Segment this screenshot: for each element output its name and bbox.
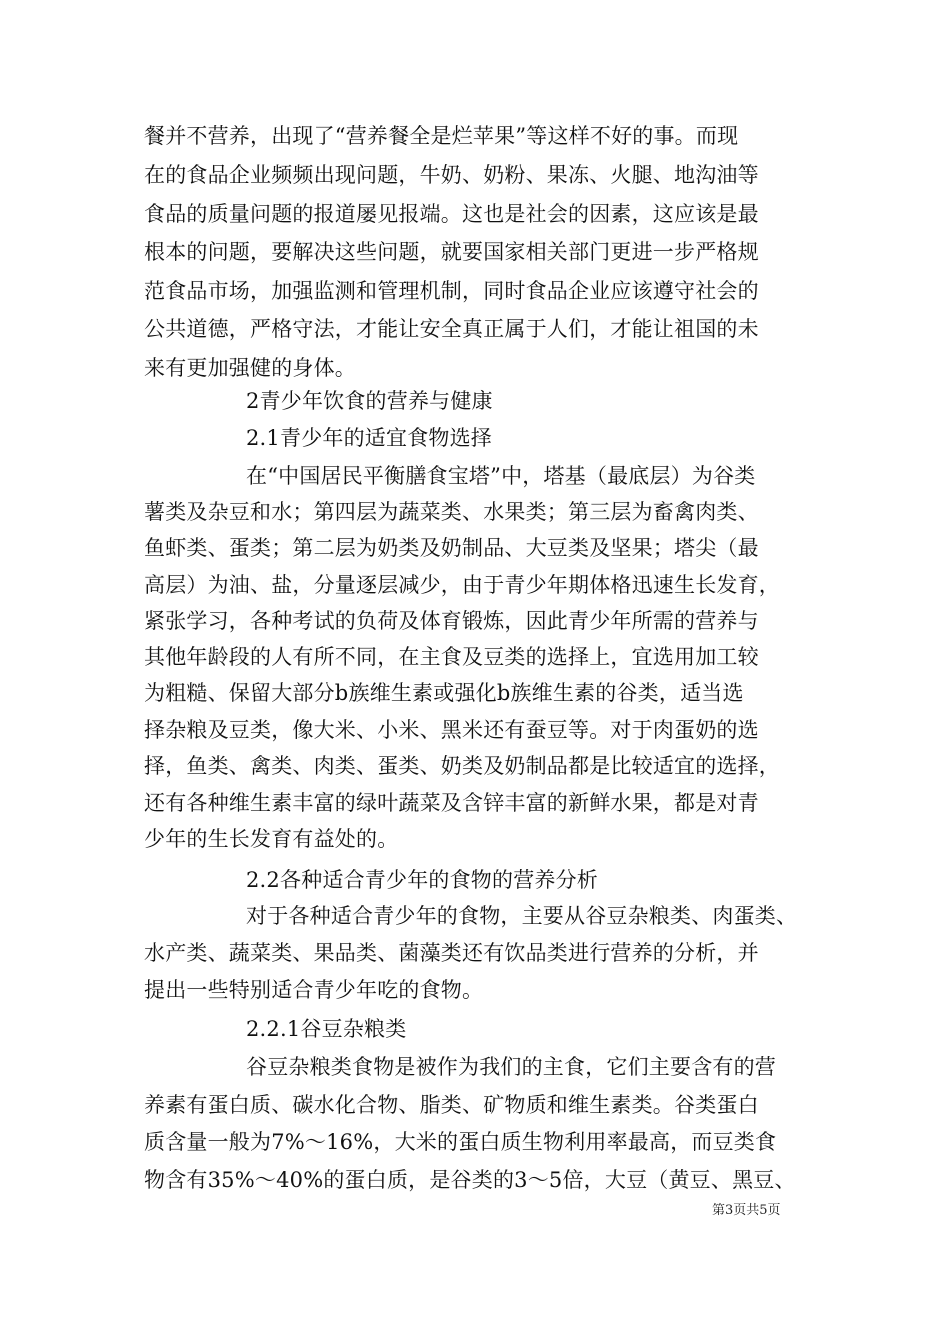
paragraph-line: 高层）为油、盐，分量逐层减少，由于青少年期体格迅速生长发育， <box>144 573 780 597</box>
paragraph-line: 为粗糙、保留大部分b族维生素或强化b族维生素的谷类，适当选 <box>144 681 744 705</box>
paragraph-line: 择杂粮及豆类，像大米、小米、黑米还有蚕豆等。对于肉蛋奶的选 <box>144 718 759 742</box>
page-number-footer: 第3页共5页 <box>712 1203 781 1218</box>
paragraph-line: 养素有蛋白质、碳水化合物、脂类、矿物质和维生素类。谷类蛋白 <box>144 1093 759 1117</box>
body-line: 餐并不营养，出现了“营养餐全是烂苹果”等这样不好的事。而现 <box>144 124 739 148</box>
paragraph-line: 少年的生长发育有益处的。 <box>144 827 399 851</box>
paragraph-line: 鱼虾类、蛋类；第二层为奶类及奶制品、大豆类及坚果；塔尖（最 <box>144 536 759 560</box>
body-line: 根本的问题，要解决这些问题，就要国家相关部门更进一步严格规 <box>144 240 759 264</box>
section-heading-2-2-1: 2.2.1谷豆杂粮类 <box>246 1017 407 1041</box>
body-line: 公共道德，严格守法，才能让安全真正属于人们，才能让祖国的未 <box>144 317 759 341</box>
body-line: 食品的质量问题的报道屡见报端。这也是社会的因素，这应该是最 <box>144 202 759 226</box>
paragraph-line: 质含量一般为7%～16%，大米的蛋白质生物利用率最高，而豆类食 <box>144 1130 777 1154</box>
paragraph-line: 在“中国居民平衡膳食宝塔”中，塔基（最底层）为谷类 <box>246 464 756 488</box>
section-heading-2-1: 2.1青少年的适宜食物选择 <box>246 426 492 450</box>
body-line: 来有更加强健的身体。 <box>144 356 356 380</box>
section-heading-2-2: 2.2各种适合青少年的食物的营养分析 <box>246 868 598 892</box>
paragraph-line: 提出一些特别适合青少年吃的食物。 <box>144 978 484 1002</box>
paragraph-line: 择，鱼类、禽类、肉类、蛋类、奶类及奶制品都是比较适宜的选择， <box>144 754 780 778</box>
paragraph-line: 谷豆杂粮类食物是被作为我们的主食，它们主要含有的营 <box>246 1055 776 1079</box>
section-heading-2: 2青少年饮食的营养与健康 <box>246 389 493 413</box>
paragraph-line: 物含有35%～40%的蛋白质，是谷类的3～5倍，大豆（黄豆、黑豆、 <box>144 1168 796 1192</box>
paragraph-line: 还有各种维生素丰富的绿叶蔬菜及含锌丰富的新鲜水果，都是对青 <box>144 791 759 815</box>
paragraph-line: 紧张学习，各种考试的负荷及体育锻炼，因此青少年所需的营养与 <box>144 609 759 633</box>
paragraph-line: 对于各种适合青少年的食物，主要从谷豆杂粮类、肉蛋类、 <box>246 904 798 928</box>
body-line: 范食品市场，加强监测和管理机制，同时食品企业应该遵守社会的 <box>144 279 759 303</box>
body-line: 在的食品企业频频出现问题，牛奶、奶粉、果冻、火腿、地沟油等 <box>144 163 759 187</box>
paragraph-line: 薯类及杂豆和水；第四层为蔬菜类、水果类；第三层为畜禽肉类、 <box>144 500 759 524</box>
paragraph-line: 其他年龄段的人有所不同，在主食及豆类的选择上，宜选用加工较 <box>144 645 759 669</box>
paragraph-line: 水产类、蔬菜类、果品类、菌藻类还有饮品类进行营养的分析，并 <box>144 941 759 965</box>
